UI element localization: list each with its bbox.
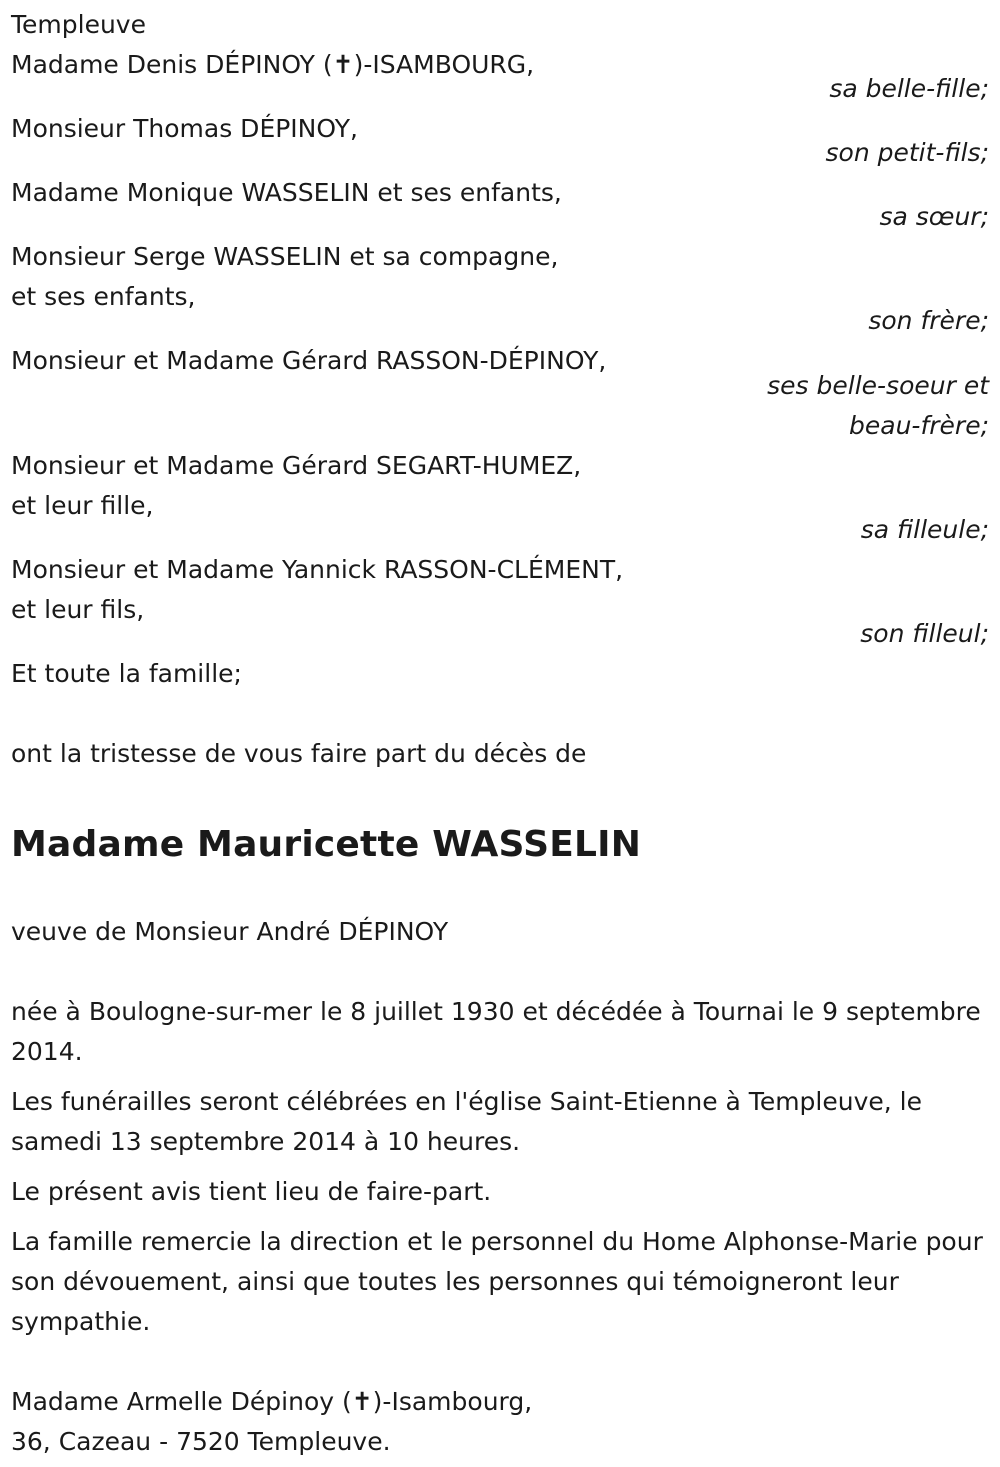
family-relation: sa belle-fille; — [829, 74, 989, 103]
thanks-paragraph: La famille remercie la direction et le personnel du Home Alphonse-Marie pour son dévouement, ainsi que toutes les personnes qui témoigneront leur sympathie. — [11, 1227, 983, 1336]
family-member-name-continued: et ses enfants, — [11, 282, 196, 311]
notice-paragraph: Le présent avis tient lieu de faire-part. — [11, 1177, 492, 1206]
family-list — [11, 45, 990, 654]
family-member-name: Monsieur Thomas DÉPINOY, — [11, 114, 358, 143]
family-relation: son petit-fils; — [825, 138, 989, 167]
family-relation: sa sœur; — [879, 202, 989, 231]
intro-text: ont la tristesse de vous faire part du décès de — [11, 739, 587, 768]
family-entry — [11, 109, 990, 173]
family-entry — [11, 173, 990, 237]
family-entry — [11, 446, 990, 550]
town-heading: Templeuve — [11, 10, 146, 39]
family-entry — [11, 237, 990, 341]
family-member-name: Madame Denis DÉPINOY (✝)-ISAMBOURG, — [11, 50, 535, 79]
family-relation: sa filleule; — [860, 515, 989, 544]
contact-address: 36, Cazeau - 7520 Templeuve. — [11, 1427, 391, 1456]
born-died-paragraph: née à Boulogne-sur-mer le 8 juillet 1930 et décédée à Tournai le 9 septembre 2014. — [11, 997, 981, 1066]
widow-of: veuve de Monsieur André DÉPINOY — [11, 917, 449, 946]
family-member-name: Monsieur et Madame Gérard RASSON-DÉPINOY, — [11, 346, 607, 375]
family-member-name: Madame Monique WASSELIN et ses enfants, — [11, 178, 562, 207]
family-relation-continued: beau-frère; — [849, 411, 989, 440]
closing-family: Et toute la famille; — [11, 659, 242, 688]
family-entry — [11, 45, 990, 109]
family-relation: son frère; — [868, 306, 989, 335]
family-member-name: Monsieur et Madame Gérard SEGART-HUMEZ, — [11, 451, 582, 480]
family-member-name: Monsieur et Madame Yannick RASSON-CLÉMENT, — [11, 555, 624, 584]
family-relation: son filleul; — [860, 619, 989, 648]
funeral-paragraph: Les funérailles seront célébrées en l'église Saint-Etienne à Templeuve, le samedi 13 septembre 2014 à 10 heures. — [11, 1087, 922, 1156]
deceased-name: Madame Mauricette WASSELIN — [11, 824, 642, 865]
family-member-name-continued: et leur fille, — [11, 491, 154, 520]
family-member-name-continued: et leur fils, — [11, 595, 145, 624]
family-entry — [11, 341, 990, 446]
family-entry — [11, 550, 990, 654]
family-member-name: Monsieur Serge WASSELIN et sa compagne, — [11, 242, 559, 271]
family-relation: ses belle-soeur et — [767, 371, 989, 400]
contact-name: Madame Armelle Dépinoy (✝)-Isambourg, — [11, 1387, 533, 1416]
